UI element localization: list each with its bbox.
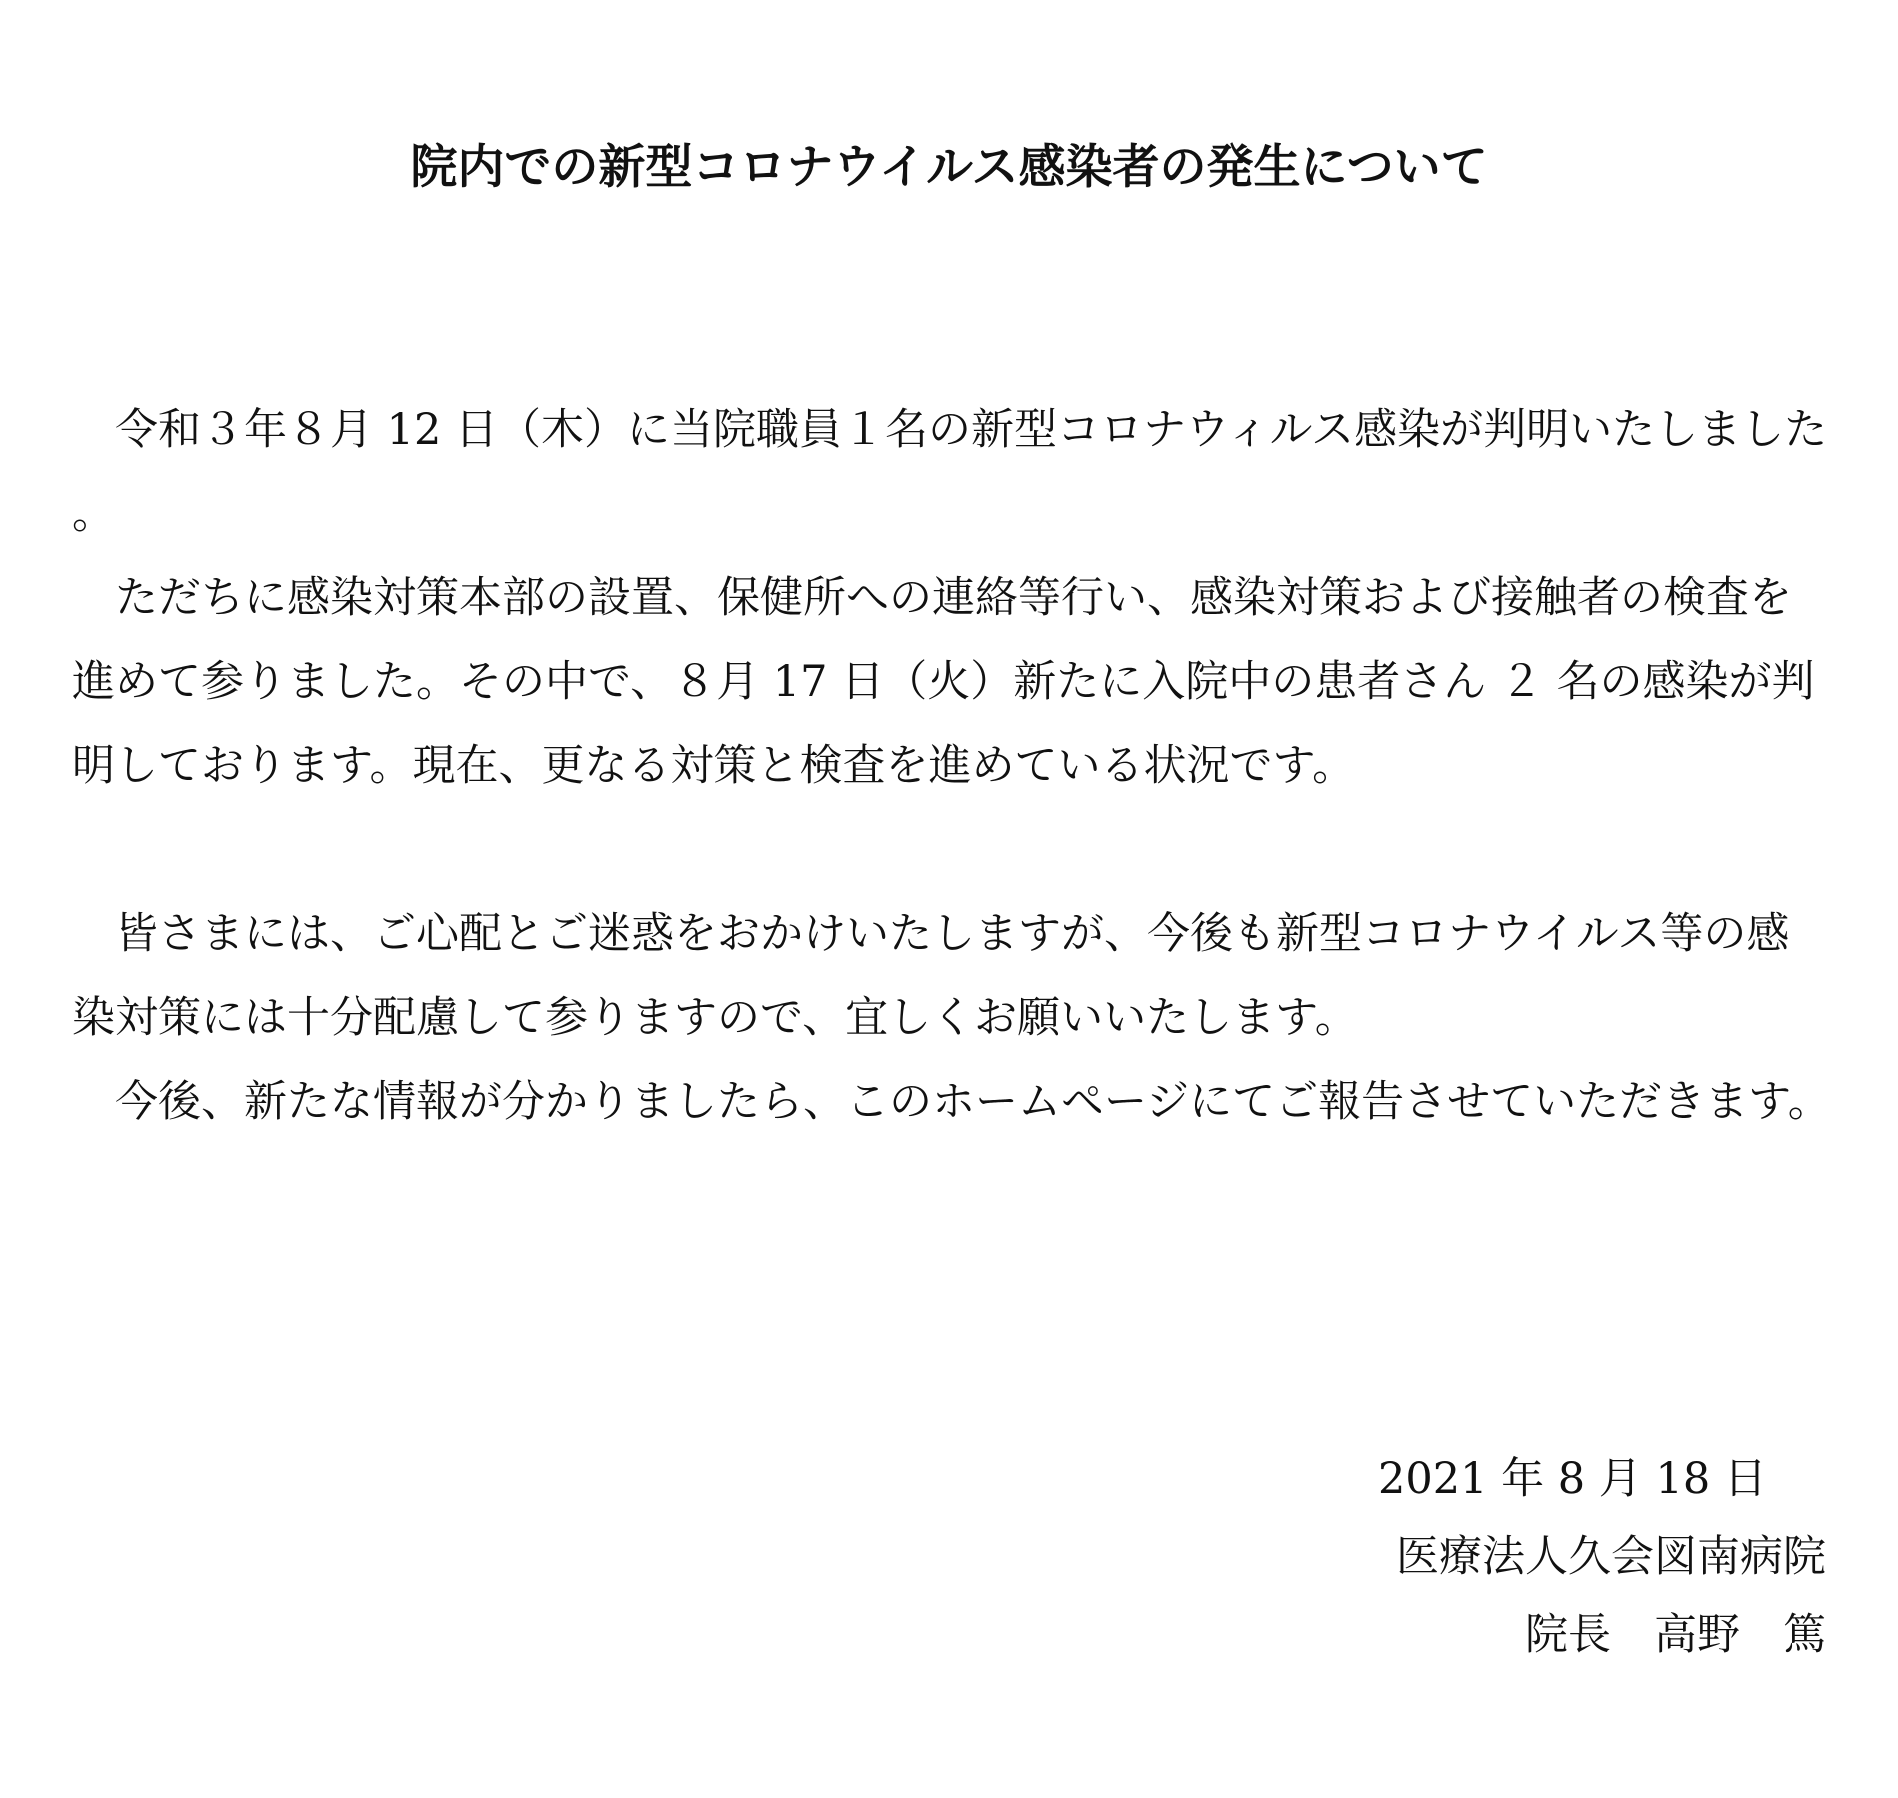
paragraph-future-updates: 今後、新たな情報が分かりましたら、このホームページにてご報告させていただきます。 (115, 1077, 1831, 1127)
paragraph-countermeasures: ただちに感染対策本部の設置、保健所への連絡等行い、感染対策および接触者の検査を進めて参りました。その中で、８月 17 日（火）新たに入院中の患者さん ２ 名の感染が判明しております。現在、更なる対策と検査を進めている状況です。 (72, 573, 1815, 791)
paragraph-infection-staff: 令和３年８月 12 日（木）に当院職員１名の新型コロナウィルス感染が判明いたしました。 (72, 405, 1828, 539)
page-title: 院内での新型コロナウイルス感染者の発生について (410, 140, 1488, 195)
signature-date: 2021 年 8 月 18 日 (1378, 1454, 1767, 1504)
paragraph-apology: 皆さまには、ご心配とご迷惑をおかけいたしますが、今後も新型コロナウイルス等の感染対策には十分配慮して参りますので、宜しくお願いいたします。 (72, 909, 1790, 1043)
paragraph-spacer (72, 808, 1832, 892)
notice-body (72, 388, 1832, 1144)
signature-block (1226, 1440, 1826, 1674)
signature-organization: 医療法人久会図南病院 (1396, 1532, 1826, 1582)
signature-director: 院長 高野 篤 (1525, 1610, 1826, 1660)
